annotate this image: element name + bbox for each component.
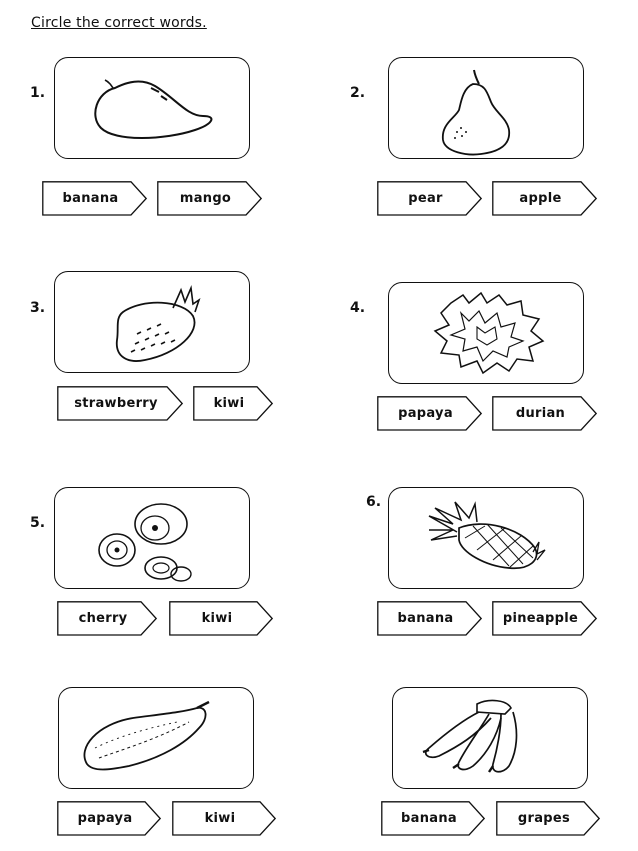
word-option-tag[interactable] bbox=[193, 386, 273, 421]
question-number-5: 5. bbox=[30, 515, 46, 531]
word-option-label: kiwi bbox=[201, 611, 233, 626]
word-option-label: papaya bbox=[77, 811, 133, 826]
word-option-tag[interactable] bbox=[377, 601, 482, 636]
durian-icon bbox=[389, 283, 585, 385]
word-option-label: mango bbox=[179, 191, 232, 206]
picture-box-7 bbox=[58, 687, 254, 789]
word-option-tag[interactable] bbox=[381, 801, 485, 836]
picture-box-5 bbox=[54, 487, 250, 589]
question-number-1: 1. bbox=[30, 85, 46, 101]
word-option-tag[interactable] bbox=[157, 181, 262, 216]
mango-icon bbox=[55, 58, 251, 160]
word-option-tag[interactable] bbox=[57, 601, 157, 636]
word-option-label: apple bbox=[519, 191, 562, 206]
picture-box-6 bbox=[388, 487, 584, 589]
word-option-tag[interactable] bbox=[377, 181, 482, 216]
papaya-icon bbox=[59, 688, 255, 790]
picture-box-2 bbox=[388, 57, 584, 159]
strawberry-icon bbox=[55, 272, 251, 374]
word-option-label: grapes bbox=[517, 811, 571, 826]
word-option-label: pineapple bbox=[502, 611, 579, 626]
word-option-label: kiwi bbox=[213, 396, 245, 411]
word-option-label: banana bbox=[401, 811, 457, 826]
picture-box-3 bbox=[54, 271, 250, 373]
word-option-tag[interactable] bbox=[172, 801, 276, 836]
word-option-tag[interactable] bbox=[377, 396, 482, 431]
picture-box-1 bbox=[54, 57, 250, 159]
instruction-title: Circle the correct words. bbox=[31, 15, 207, 31]
picture-box-8 bbox=[392, 687, 588, 789]
word-option-tag[interactable] bbox=[492, 181, 597, 216]
word-option-tag[interactable] bbox=[57, 801, 161, 836]
word-option-label: strawberry bbox=[74, 396, 158, 411]
word-option-tag[interactable] bbox=[169, 601, 273, 636]
kiwi-icon bbox=[55, 488, 251, 590]
word-option-label: kiwi bbox=[204, 811, 236, 826]
word-option-label: pear bbox=[408, 191, 443, 206]
word-option-label: durian bbox=[515, 406, 566, 421]
word-option-label: papaya bbox=[398, 406, 453, 421]
word-option-tag[interactable] bbox=[492, 396, 597, 431]
banana-icon bbox=[393, 688, 589, 790]
question-number-6: 6. bbox=[366, 494, 382, 510]
word-option-tag[interactable] bbox=[492, 601, 597, 636]
word-option-tag[interactable] bbox=[496, 801, 600, 836]
word-option-label: banana bbox=[62, 191, 119, 206]
word-option-label: cherry bbox=[78, 611, 128, 626]
question-number-4: 4. bbox=[350, 300, 366, 316]
word-option-tag[interactable] bbox=[57, 386, 183, 421]
question-number-2: 2. bbox=[350, 85, 366, 101]
word-option-label: banana bbox=[397, 611, 454, 626]
pineapple-icon bbox=[389, 488, 585, 590]
word-option-tag[interactable] bbox=[42, 181, 147, 216]
picture-box-4 bbox=[388, 282, 584, 384]
pear-icon bbox=[389, 58, 585, 160]
question-number-3: 3. bbox=[30, 300, 46, 316]
